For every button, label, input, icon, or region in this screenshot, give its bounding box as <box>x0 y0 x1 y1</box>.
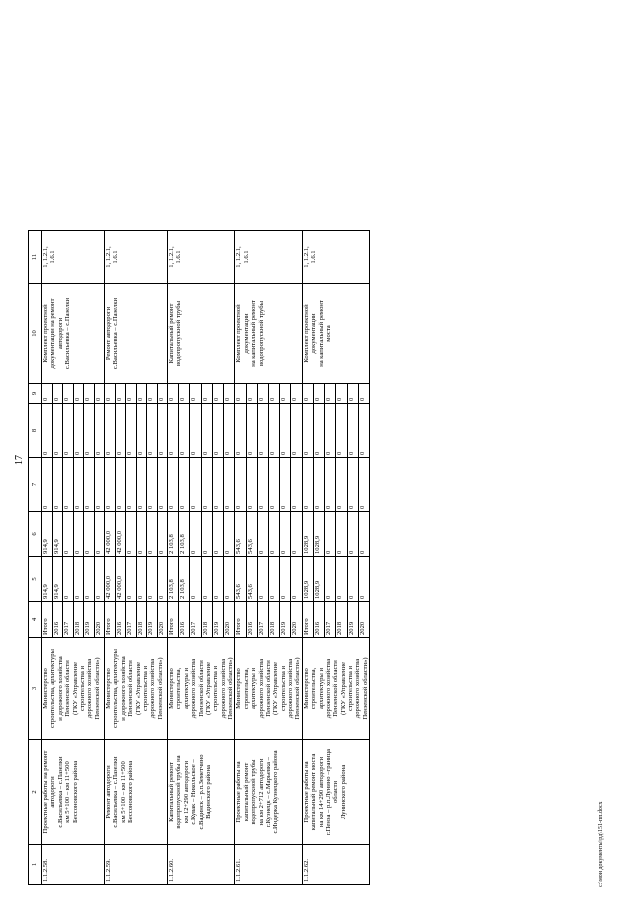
regional-budget: 42 000,0 <box>105 512 116 557</box>
other-sources: 0 <box>313 384 324 404</box>
col-num: 9 <box>29 384 42 404</box>
other-sources: 0 <box>269 384 280 404</box>
year-cell: 2018 <box>336 602 347 638</box>
local-budget: 0 <box>269 404 280 458</box>
regional-budget: 914,9 <box>52 512 63 557</box>
local-budget: 0 <box>246 404 257 458</box>
local-budget: 0 <box>105 404 116 458</box>
year-cell: Итого <box>168 602 179 638</box>
expected-result: Комплект проектной документации на ремонт автодороги с.Васильевка – с.Пазелки <box>42 284 105 384</box>
program-row <box>42 231 53 885</box>
federal-budget: 0 <box>168 458 179 512</box>
total-funding: 0 <box>336 557 347 602</box>
local-budget: 0 <box>280 404 291 458</box>
regional-budget: 0 <box>224 512 235 557</box>
expected-result: Комплект проектной документации на капитальный ремонт водопропускной трубы <box>235 284 302 384</box>
other-sources: 0 <box>302 384 313 404</box>
total-funding: 1028,9 <box>313 557 324 602</box>
federal-budget: 0 <box>157 458 168 512</box>
regional-budget: 0 <box>358 512 369 557</box>
other-sources: 0 <box>126 384 137 404</box>
local-budget: 0 <box>291 404 302 458</box>
local-budget: 0 <box>190 404 201 458</box>
program-row <box>302 231 313 885</box>
program-row <box>105 231 116 885</box>
year-cell: 2017 <box>257 602 268 638</box>
col-num: 7 <box>29 458 42 512</box>
regional-budget: 0 <box>84 512 95 557</box>
executor: Министерство строительства, архитектуры и дорожного хозяйства Пензенской области (ГКУ «Управление строительства и дорожного хозяйства Пензенской области») <box>168 638 235 740</box>
indicator-links: 1, 1.2.1, 1.6.1 <box>42 231 105 284</box>
regional-budget: 2 103,8 <box>179 512 190 557</box>
row-code: 1.1.2.60. <box>168 845 235 885</box>
year-cell: 2018 <box>136 602 147 638</box>
local-budget: 0 <box>73 404 84 458</box>
federal-budget: 0 <box>257 458 268 512</box>
total-funding: 0 <box>269 557 280 602</box>
other-sources: 0 <box>94 384 105 404</box>
regional-budget: 0 <box>291 512 302 557</box>
federal-budget: 0 <box>336 458 347 512</box>
column-number-row <box>29 231 42 885</box>
regional-budget: 0 <box>336 512 347 557</box>
year-cell: 2019 <box>84 602 95 638</box>
federal-budget: 0 <box>246 458 257 512</box>
federal-budget: 0 <box>325 458 336 512</box>
federal-budget: 0 <box>224 458 235 512</box>
other-sources: 0 <box>105 384 116 404</box>
federal-budget: 0 <box>179 458 190 512</box>
federal-budget: 0 <box>136 458 147 512</box>
regional-budget: 0 <box>136 512 147 557</box>
other-sources: 0 <box>358 384 369 404</box>
federal-budget: 0 <box>94 458 105 512</box>
federal-budget: 0 <box>291 458 302 512</box>
row-code: 1.1.2.61. <box>235 845 302 885</box>
other-sources: 0 <box>84 384 95 404</box>
year-cell: 2019 <box>347 602 358 638</box>
total-funding: 0 <box>136 557 147 602</box>
local-budget: 0 <box>52 404 63 458</box>
total-funding: 0 <box>157 557 168 602</box>
total-funding: 2 103,8 <box>179 557 190 602</box>
other-sources: 0 <box>42 384 53 404</box>
executor: Министерство строительства, архитектуры и дорожного хозяйства Пензенской области (ГКУ «Управление строительства и дорожного хозяйства Пензенской области») <box>302 638 369 740</box>
total-funding: 0 <box>73 557 84 602</box>
indicator-links: 1, 1.2.1, 1.6.1 <box>168 231 235 284</box>
row-code: 1.1.2.58. <box>42 845 105 885</box>
regional-budget: 1028,9 <box>302 512 313 557</box>
year-cell: Итого <box>42 602 53 638</box>
executor: Министерство строительства, архитектуры и дорожного хозяйства Пензенской области (ГКУ «Управление строительства и дорожного хозяйства Пензенской области») <box>42 638 105 740</box>
local-budget: 0 <box>358 404 369 458</box>
measure-name: Ремонт автодороги с.Васильевка – с.Пазелки км 5+100 – км 11+500 Бессоновского района <box>105 740 168 845</box>
local-budget: 0 <box>42 404 53 458</box>
year-cell: 2017 <box>325 602 336 638</box>
col-num: 6 <box>29 512 42 557</box>
local-budget: 0 <box>157 404 168 458</box>
year-cell: 2018 <box>201 602 212 638</box>
total-funding: 543,6 <box>235 557 246 602</box>
federal-budget: 0 <box>126 458 137 512</box>
regional-budget: 0 <box>280 512 291 557</box>
row-code: 1.1.2.59. <box>105 845 168 885</box>
total-funding: 0 <box>84 557 95 602</box>
local-budget: 0 <box>115 404 126 458</box>
federal-budget: 0 <box>190 458 201 512</box>
federal-budget: 0 <box>84 458 95 512</box>
total-funding: 0 <box>201 557 212 602</box>
local-budget: 0 <box>212 404 223 458</box>
other-sources: 0 <box>201 384 212 404</box>
total-funding: 0 <box>280 557 291 602</box>
regional-budget: 0 <box>190 512 201 557</box>
total-funding: 0 <box>94 557 105 602</box>
federal-budget: 0 <box>235 458 246 512</box>
row-code: 1.1.2.62. <box>302 845 369 885</box>
regional-budget: 0 <box>94 512 105 557</box>
year-cell: 2016 <box>52 602 63 638</box>
total-funding: 42 000,0 <box>115 557 126 602</box>
total-funding: 0 <box>347 557 358 602</box>
year-cell: 2017 <box>190 602 201 638</box>
year-cell: 2020 <box>224 602 235 638</box>
year-cell: 2020 <box>157 602 168 638</box>
federal-budget: 0 <box>63 458 74 512</box>
program-row <box>168 231 179 885</box>
expected-result: Комплект проектной документации на капитальный ремонт моста <box>302 284 369 384</box>
federal-budget: 0 <box>147 458 158 512</box>
year-cell: Итого <box>105 602 116 638</box>
other-sources: 0 <box>291 384 302 404</box>
regional-budget: 543,6 <box>246 512 257 557</box>
local-budget: 0 <box>94 404 105 458</box>
other-sources: 0 <box>257 384 268 404</box>
other-sources: 0 <box>336 384 347 404</box>
footer-path: c:\мои документы\рд\151-пп.docx <box>598 801 604 887</box>
col-num: 1 <box>29 845 42 885</box>
measure-name: Проектные работы на капитальный ремонт моста на км 14+290 автодороги г.Пенза – р.п.Лунино –граница области Лунинского района <box>302 740 369 845</box>
regional-budget: 914,9 <box>42 512 53 557</box>
other-sources: 0 <box>212 384 223 404</box>
expected-result: Капитальный ремонт водопропускной трубы <box>168 284 235 384</box>
federal-budget: 0 <box>302 458 313 512</box>
total-funding: 0 <box>147 557 158 602</box>
other-sources: 0 <box>325 384 336 404</box>
col-num: 11 <box>29 231 42 284</box>
total-funding: 0 <box>126 557 137 602</box>
other-sources: 0 <box>235 384 246 404</box>
other-sources: 0 <box>52 384 63 404</box>
indicator-links: 1, 1.2.1, 1.6.1 <box>302 231 369 284</box>
year-cell: 2016 <box>179 602 190 638</box>
other-sources: 0 <box>157 384 168 404</box>
federal-budget: 0 <box>358 458 369 512</box>
year-cell: 2020 <box>94 602 105 638</box>
regional-budget: 2 103,8 <box>168 512 179 557</box>
federal-budget: 0 <box>212 458 223 512</box>
total-funding: 0 <box>325 557 336 602</box>
program-table <box>28 230 370 885</box>
year-cell: 2018 <box>269 602 280 638</box>
other-sources: 0 <box>136 384 147 404</box>
regional-budget: 0 <box>325 512 336 557</box>
other-sources: 0 <box>280 384 291 404</box>
col-num: 5 <box>29 557 42 602</box>
year-cell: 2020 <box>358 602 369 638</box>
year-cell: 2016 <box>313 602 324 638</box>
local-budget: 0 <box>147 404 158 458</box>
total-funding: 0 <box>257 557 268 602</box>
col-num: 2 <box>29 740 42 845</box>
total-funding: 1028,9 <box>302 557 313 602</box>
local-budget: 0 <box>313 404 324 458</box>
program-row <box>235 231 246 885</box>
col-num: 10 <box>29 284 42 384</box>
regional-budget: 0 <box>201 512 212 557</box>
total-funding: 0 <box>224 557 235 602</box>
federal-budget: 0 <box>52 458 63 512</box>
measure-name: Проектные работы на ремонт автодороги с.Васильевка – с.Пазелки км 5+100 – км 11+500 Бессоновского района <box>42 740 105 845</box>
other-sources: 0 <box>190 384 201 404</box>
other-sources: 0 <box>347 384 358 404</box>
regional-budget: 42 000,0 <box>115 512 126 557</box>
total-funding: 0 <box>291 557 302 602</box>
year-cell: 2019 <box>147 602 158 638</box>
local-budget: 0 <box>84 404 95 458</box>
federal-budget: 0 <box>201 458 212 512</box>
regional-budget: 0 <box>63 512 74 557</box>
regional-budget: 543,6 <box>235 512 246 557</box>
year-cell: 2017 <box>63 602 74 638</box>
local-budget: 0 <box>257 404 268 458</box>
col-num: 8 <box>29 404 42 458</box>
regional-budget: 0 <box>257 512 268 557</box>
local-budget: 0 <box>224 404 235 458</box>
expected-result: Ремонт автодороги с.Васильевка – с.Пазелки <box>105 284 168 384</box>
regional-budget: 0 <box>347 512 358 557</box>
other-sources: 0 <box>246 384 257 404</box>
regional-budget: 0 <box>126 512 137 557</box>
year-cell: 2018 <box>73 602 84 638</box>
total-funding: 2 103,8 <box>168 557 179 602</box>
total-funding: 543,6 <box>246 557 257 602</box>
federal-budget: 0 <box>269 458 280 512</box>
page-number: 17 <box>14 455 25 465</box>
total-funding: 0 <box>190 557 201 602</box>
year-cell: 2017 <box>126 602 137 638</box>
local-budget: 0 <box>126 404 137 458</box>
regional-budget: 0 <box>157 512 168 557</box>
total-funding: 914,9 <box>42 557 53 602</box>
year-cell: 2020 <box>291 602 302 638</box>
regional-budget: 0 <box>212 512 223 557</box>
col-num: 4 <box>29 602 42 638</box>
other-sources: 0 <box>63 384 74 404</box>
year-cell: Итого <box>235 602 246 638</box>
local-budget: 0 <box>336 404 347 458</box>
local-budget: 0 <box>168 404 179 458</box>
federal-budget: 0 <box>105 458 116 512</box>
other-sources: 0 <box>73 384 84 404</box>
local-budget: 0 <box>302 404 313 458</box>
local-budget: 0 <box>179 404 190 458</box>
federal-budget: 0 <box>73 458 84 512</box>
year-cell: 2016 <box>115 602 126 638</box>
measure-name: Проектные работы на капитальный ремонт водопропускной трубы на км 2+712 автодороги г.Кузнецк – с.Марьевка – с.Индерка Кузнецкого района <box>235 740 302 845</box>
local-budget: 0 <box>201 404 212 458</box>
other-sources: 0 <box>168 384 179 404</box>
total-funding: 0 <box>358 557 369 602</box>
local-budget: 0 <box>136 404 147 458</box>
regional-budget: 0 <box>269 512 280 557</box>
year-cell: 2019 <box>280 602 291 638</box>
total-funding: 914,9 <box>52 557 63 602</box>
regional-budget: 1028,9 <box>313 512 324 557</box>
federal-budget: 0 <box>280 458 291 512</box>
year-cell: 2016 <box>246 602 257 638</box>
regional-budget: 0 <box>73 512 84 557</box>
other-sources: 0 <box>115 384 126 404</box>
year-cell: Итого <box>302 602 313 638</box>
federal-budget: 0 <box>42 458 53 512</box>
federal-budget: 0 <box>313 458 324 512</box>
measure-name: Капитальный ремонт водопропускной трубы на км 12+290 автодороги с.Кувак – Никольское – с.Вадинск – р.п.Земетчино Вадинского района <box>168 740 235 845</box>
executor: Министерство строительства, архитектуры и дорожного хозяйства Пензенской области (ГКУ «Управление строительства и дорожного хозяйства Пензенской области») <box>105 638 168 740</box>
col-num: 3 <box>29 638 42 740</box>
other-sources: 0 <box>179 384 190 404</box>
local-budget: 0 <box>347 404 358 458</box>
indicator-links: 1, 1.2.1, 1.6.1 <box>105 231 168 284</box>
year-cell: 2019 <box>212 602 223 638</box>
regional-budget: 0 <box>147 512 158 557</box>
federal-budget: 0 <box>115 458 126 512</box>
local-budget: 0 <box>63 404 74 458</box>
local-budget: 0 <box>325 404 336 458</box>
total-funding: 0 <box>212 557 223 602</box>
local-budget: 0 <box>235 404 246 458</box>
other-sources: 0 <box>147 384 158 404</box>
federal-budget: 0 <box>347 458 358 512</box>
indicator-links: 1, 1.2.1, 1.6.1 <box>235 231 302 284</box>
total-funding: 42 000,0 <box>105 557 116 602</box>
executor: Министерство строительства, архитектуры и дорожного хозяйства Пензенской области (ГКУ «Управление строительства и дорожного хозяйства Пензенской области») <box>235 638 302 740</box>
other-sources: 0 <box>224 384 235 404</box>
total-funding: 0 <box>63 557 74 602</box>
